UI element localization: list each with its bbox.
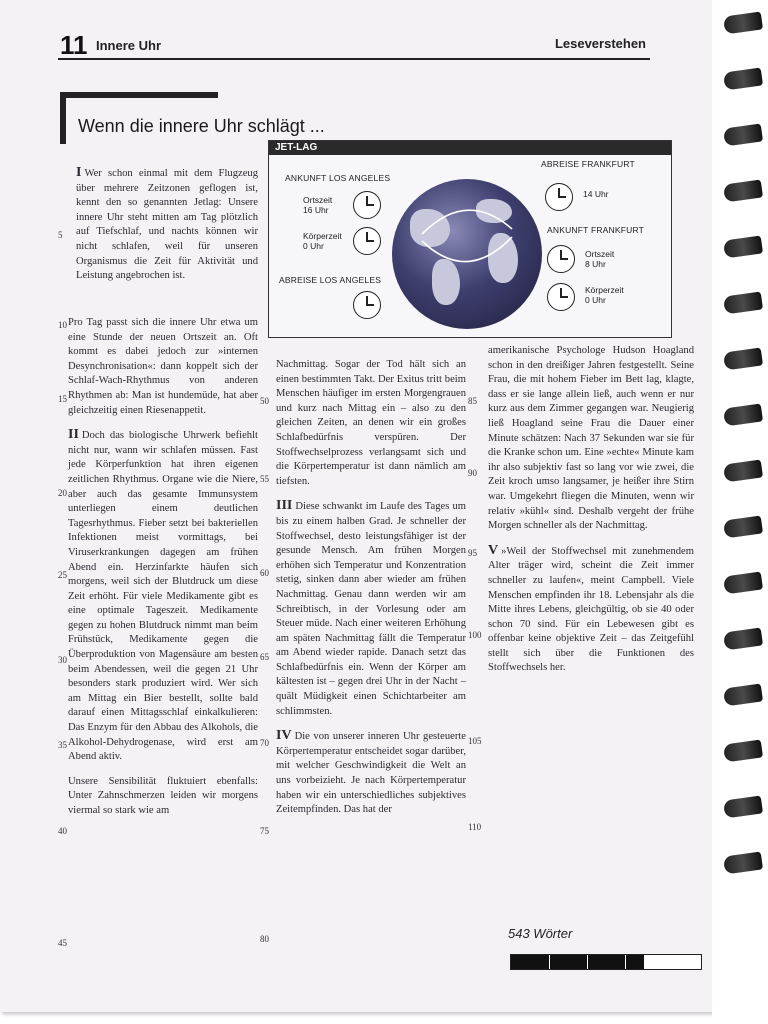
clock-icon (353, 191, 381, 219)
line-number: 95 (468, 548, 477, 558)
section-numeral: II (68, 427, 79, 443)
clock-icon (353, 291, 381, 319)
line-number: 100 (468, 630, 482, 640)
article-title: Wenn die innere Uhr schlägt ... (78, 116, 325, 136)
clock-icon (547, 245, 575, 273)
body-time-ffm: Körperzeit 0 Uhr (585, 285, 624, 305)
figure-header (269, 141, 671, 155)
line-number: 80 (260, 934, 269, 944)
section-numeral: I (76, 165, 82, 180)
figure-title: JET-LAG (275, 142, 318, 153)
line-number: 60 (260, 568, 269, 578)
line-number: 65 (260, 652, 269, 662)
paragraph-text: Doch das biologische Uhrwerk befiehlt nicht nur, wann wir schlafen müssen. Fast jede Körperfunktion hat ihren eigenen zeitlichen Rhythmus. Organe wie die Niere, aber auch das gesamte Immunsystem unterliegen einem deutlichen Tagesrhythmus. Fieber setzt bei bakteriellen Infektionen meist vormittags, bei Viruserkrankungen dagegen am frühen Abend ein. Herzinfarkte häufen sich morgens, weil sich der Blutdruck um diese Zeit erhöht. Für viele Medikamente gibt es eine optimale Tageszeit. Medikamente gegen zu hohen Blutdruck nimmt man beim Frühstück, Medikamente gegen die Überproduktion von Magensäure am besten beim Abendessen, weil die gegen 21 Uhr besonders stark produziert wird. Wer sich am Mittag ein Bier bestellt, sollte bald darauf einen Mittagsschlaf einkalkulieren: Das Enzym für den Abbau des Alkohols, die Alkohol-Dehydrogenase, wird erst am Abend aktiv. (68, 430, 258, 763)
paragraph (488, 344, 694, 534)
line-number: 85 (468, 396, 477, 406)
line-number: 110 (468, 822, 482, 832)
paragraph (488, 544, 694, 676)
local-time-ffm: Ortszeit 8 Uhr (585, 249, 615, 269)
line-number: 90 (468, 468, 477, 478)
paragraph (76, 166, 258, 284)
line-number: 105 (468, 736, 482, 746)
line-number: 10 (58, 320, 67, 330)
clock-icon (545, 183, 573, 211)
body-time-la: Körperzeit 0 Uhr (303, 231, 342, 251)
paragraph-text: »Weil der Stoffwechsel mit zunehmendem Alter träger wird, scheint die Zeit immer schneller zu laufen«, meint Campbell. Viele Menschen empfinden ihr 18. Lebensjahr als die Mitte ihres Lebens, gleichgültig, ob sie 40 oder schon 70 sind. Für ein Lebewesen gibt es offenbar keine objektive Zeit – das Zeitgefühl stellt sich über die Funktionen des Stoffwechsels her. (488, 545, 694, 674)
paragraph-text: amerikanische Psychologe Hudson Hoagland schon in den dreißiger Jahren festgestellt. Seine Frau, die mit hohem Fieber im Bett lag, klagte, dass er sie lange allein ließ, auch wenn er nur kurz aus dem Zimmer gegangen war. Neugierig ließ Hoagland seine Frau die Dauer einer Minute schätzen: Nach 37 Sekunden war sie für die Kranke schon um. Eine »echte« Minute kam ihr also subjektiv fast so lang vor wie zwei, die Zeit kroch umso langsamer, je heißer ihre Stirn war. Umgekehrt fliegen die Minuten, wenn wir relativ »kühl« sind. Deshalb vergeht der frühe Morgen schneller als der Nachmittag. (488, 345, 694, 532)
line-number: 5 (58, 230, 63, 240)
paragraph (68, 775, 258, 819)
jetlag-figure (268, 140, 672, 338)
line-number: 20 (58, 488, 67, 498)
section-numeral: III (276, 498, 293, 514)
paragraph (276, 499, 466, 719)
clock-icon (547, 283, 575, 311)
line-number: 75 (260, 826, 269, 836)
paragraph (68, 428, 258, 765)
paragraph-text: Die von unserer inneren Uhr gesteuerte Körpertemperatur entscheidet sogar darüber, mit welcher Geschwindigkeit die Welt an uns vorbeizieht. Je nach Körpertemperatur haben wir ein unterschiedliches subjektives Zeitempfinden. Das hat der (276, 731, 466, 816)
text-column-3 (488, 344, 694, 686)
reading-progress-bar (510, 954, 702, 970)
paragraph-text: Wer schon einmal mit dem Flugzeug über mehrere Zeitzonen geflogen ist, kennt den so genannten Jetlag: Unsere innere Uhr steht mitten am Tag plötzlich auf Tiefschlaf, und nachts können wir nicht schlafen, weil für unseren Organismus die Zeit für Aktivität und Leistung angebrochen ist. (76, 168, 258, 282)
frankfurt-time: 14 Uhr (583, 189, 609, 199)
paragraph-text: Unsere Sensibilität fluktuiert ebenfalls: Unter Zahnschmerzen leiden wir morgens viermal so stark wie am (68, 775, 258, 816)
line-number: 40 (58, 826, 67, 836)
line-number: 30 (58, 655, 67, 665)
spiral-binding (712, 0, 768, 1024)
paragraph (68, 316, 258, 418)
departure-frankfurt-label: ABREISE FRANKFURT (541, 159, 635, 169)
clock-icon (353, 227, 381, 255)
word-count-label: 543 Wörter (508, 926, 573, 941)
line-number: 50 (260, 396, 269, 406)
line-number: 35 (58, 740, 67, 750)
arrival-la-label: ANKUNFT LOS ANGELES (285, 173, 391, 183)
page-header (58, 30, 650, 60)
arrival-frankfurt-label: ANKUNFT FRANKFURT (547, 225, 645, 235)
paragraph (276, 358, 466, 489)
paragraph-text: Pro Tag passt sich die innere Uhr etwa um eine Stunde der neuen Ortszeit an. Oft kommt es dabei jedoch zur »internen Desynchronisation«: dann koppelt sich der Schlaf-Wach-Rhythmus von anderen Rhythmen ab: Man ist hundemüde, hat aber gleichzeitig einen Riesenappetit. (68, 317, 258, 416)
section-title: Leseverstehen (554, 36, 646, 51)
paragraph-text: Diese schwankt im Laufe des Tages um bis zu einem halben Grad. Je schneller der Stoffwechsel, desto leistungsfähiger ist der gesunde Mensch. Am frühen Morgen erhöhen sich Temperatur und Konzentration stetig, sinken dann aber wieder am frühen Nachmittag. Genau dann werden wir am Schreibtisch, in der Vorlesung oder am Steuer müde. Nach einer weiteren Erhöhung am späten Nachmittag fällt die Temperatur am Abend wieder rapide. Danach setzt das Schlafbedürfnis ein. Wenn der Körper am kältesten ist – gegen drei Uhr in der Nacht – quält Müdigkeit einen Schichtarbeiter am schlimmsten. (276, 501, 466, 717)
line-number: 55 (260, 474, 269, 484)
title-rule-decoration (60, 92, 66, 144)
title-bar-decoration (60, 92, 218, 98)
globe-illustration (392, 179, 542, 329)
line-number: 70 (260, 738, 269, 748)
departure-la-label: ABREISE LOS ANGELES (279, 275, 382, 285)
local-time-la: Ortszeit 16 Uhr (303, 195, 333, 215)
paragraph (276, 729, 466, 818)
text-column-1 (76, 166, 258, 294)
paragraph-text: Nachmittag. Sogar der Tod hält sich an einen bestimmten Takt. Der Exitus tritt beim Menschen häufiger im ersten Morgengrauen und kurz nach Mittag ein – also zu den gleichen Zeiten, an denen wir ein großes Schlafbedürfnis verspüren. Der Stoffwechselprozess verlangsamt sich und die Körpertemperatur ist dann nämlich am tiefsten. (276, 359, 466, 487)
line-number: 25 (58, 570, 67, 580)
flight-path-icon (392, 179, 542, 329)
line-number: 15 (58, 394, 67, 404)
chapter-number: 11 (60, 30, 88, 60)
section-numeral: V (488, 542, 499, 558)
line-number: 45 (58, 938, 67, 948)
chapter-title: Innere Uhr (96, 38, 162, 53)
text-column-1-cont (68, 316, 258, 829)
section-numeral: IV (276, 728, 292, 744)
text-column-2 (276, 358, 466, 828)
